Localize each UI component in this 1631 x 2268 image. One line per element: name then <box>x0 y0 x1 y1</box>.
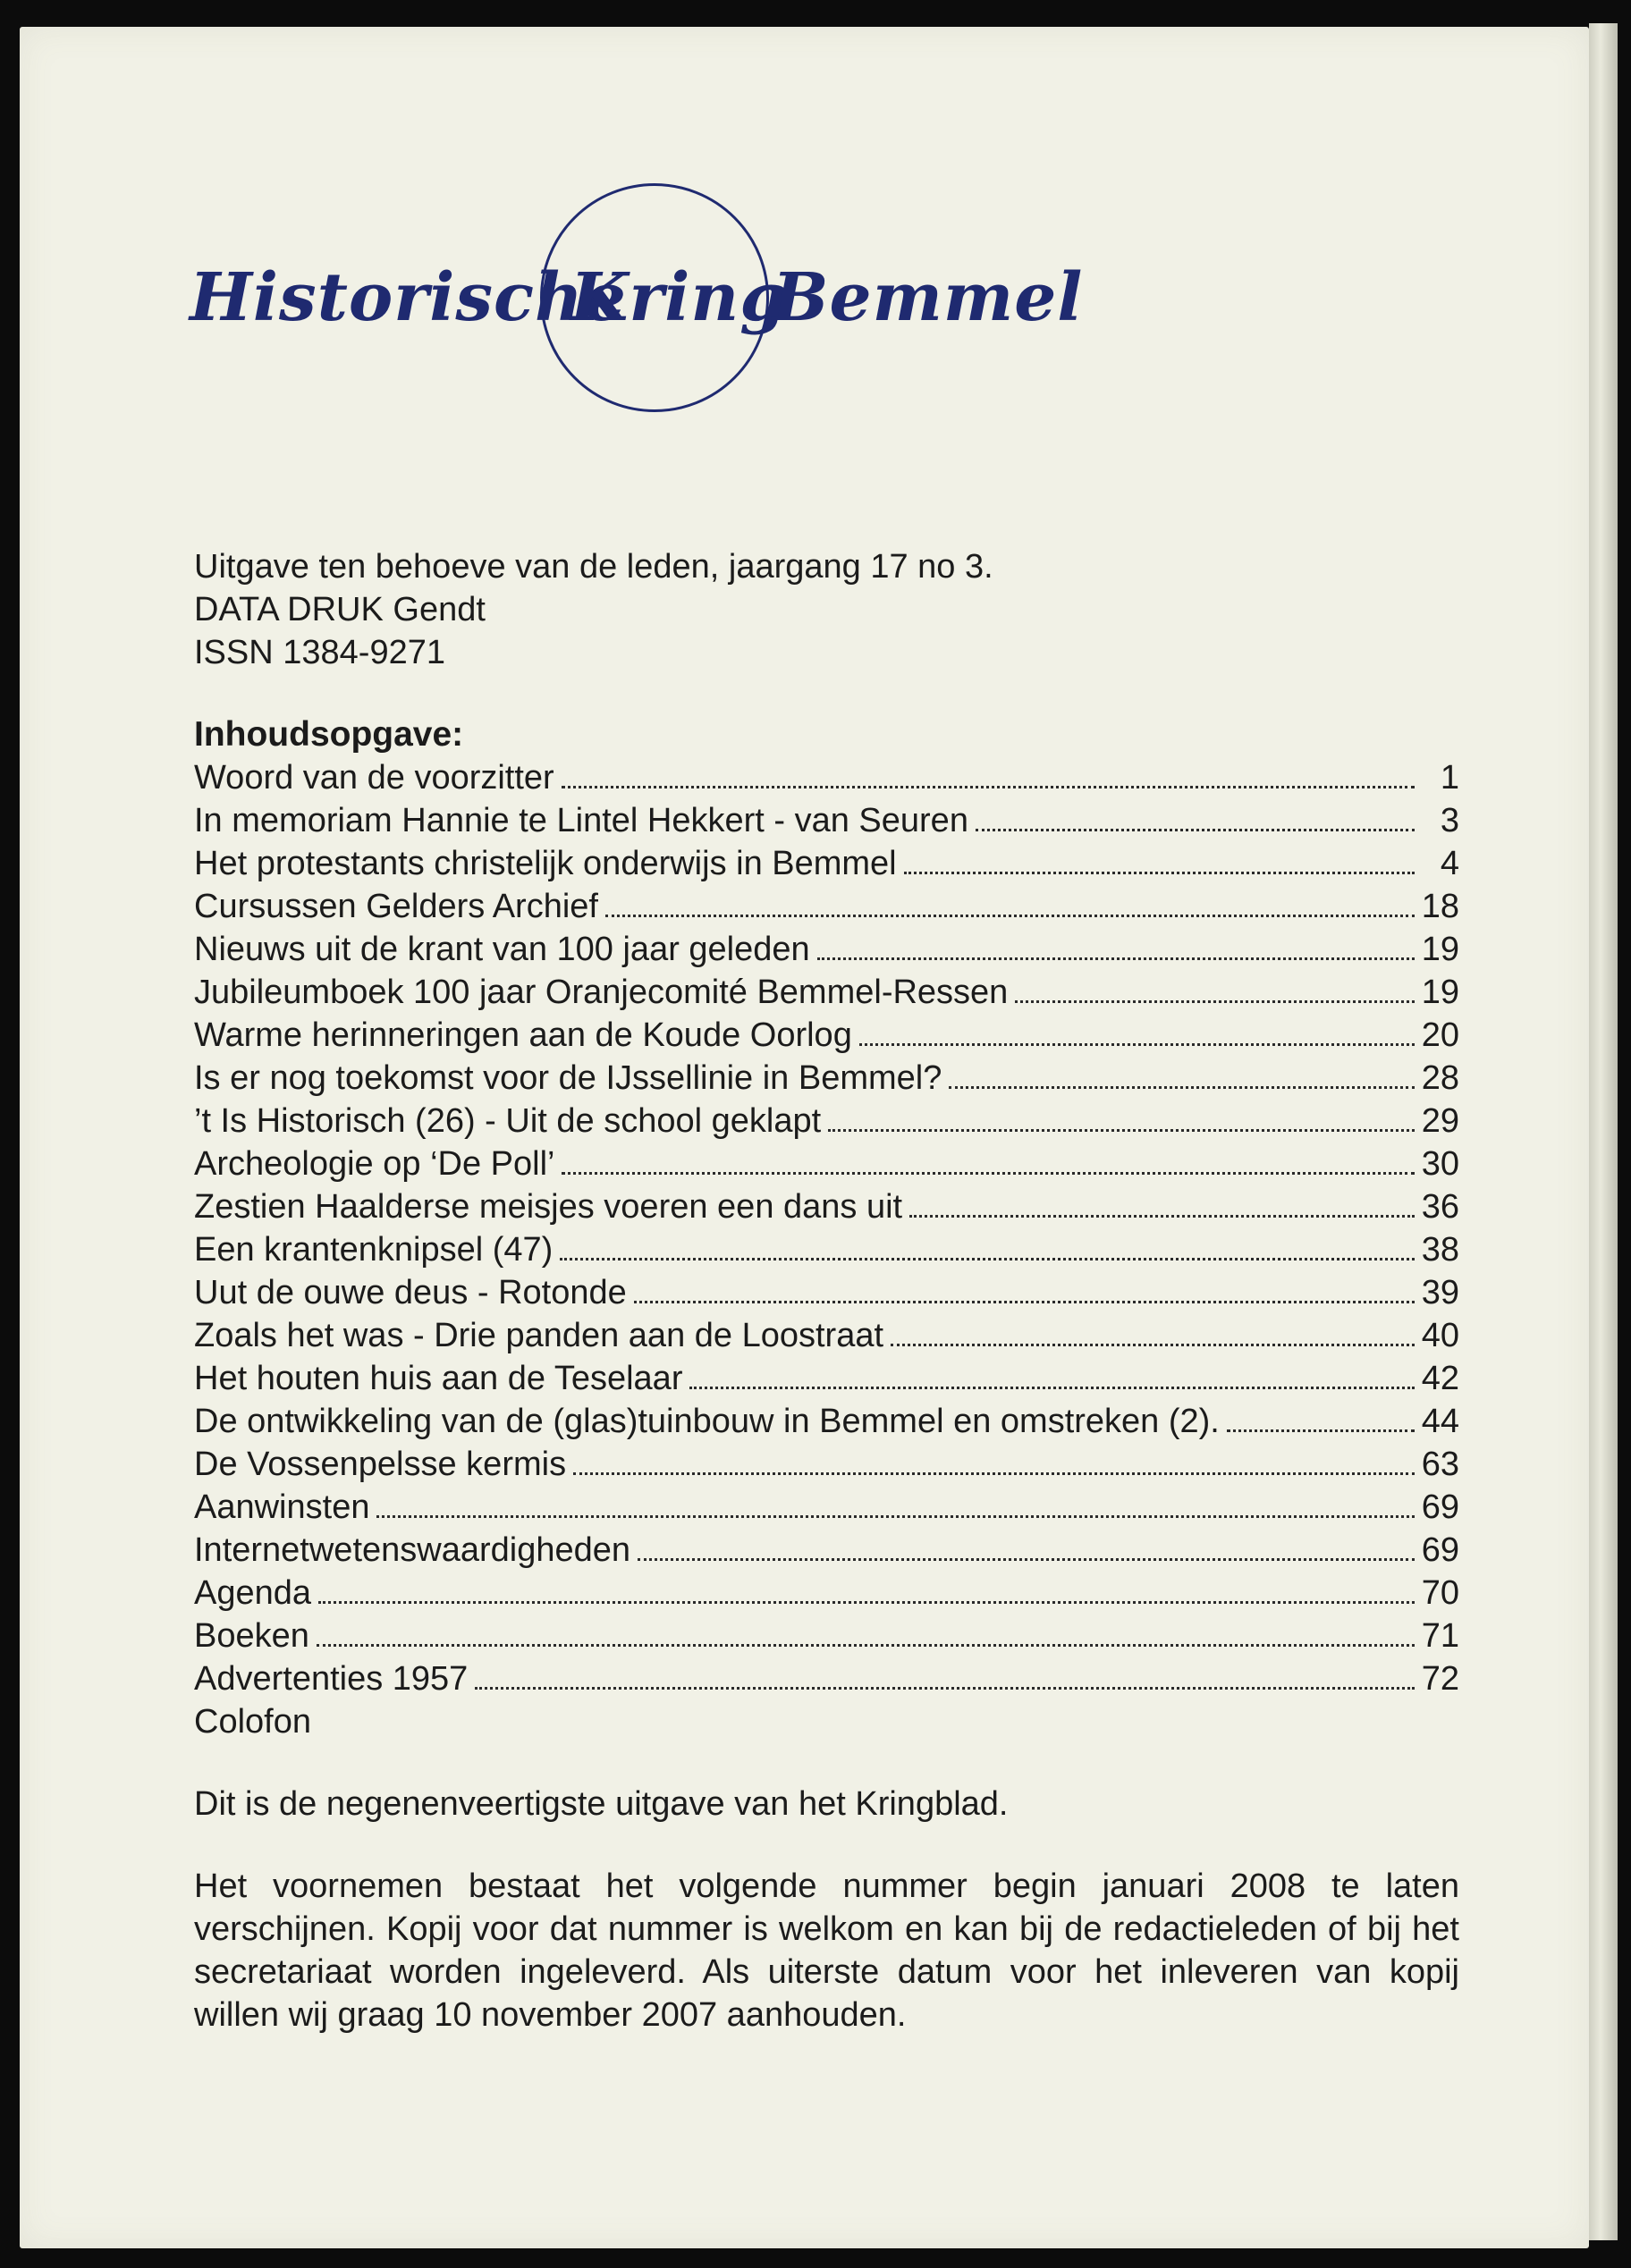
toc-dot-leader <box>904 872 1415 874</box>
toc-list <box>194 756 1459 1743</box>
toc-item-page: 40 <box>1421 1317 1459 1354</box>
toc-item-title: Zestien Haalderse meisjes voeren een dans uit <box>194 1188 903 1226</box>
page-edge-right <box>1589 23 1618 2240</box>
toc-item <box>194 1400 1459 1443</box>
toc-item-title: ’t Is Historisch (26) - Uit de school geklapt <box>194 1102 822 1140</box>
toc-item-page: 42 <box>1421 1360 1459 1397</box>
toc-item-title: De Vossenpelsse kermis <box>194 1446 567 1483</box>
toc-item <box>194 1228 1459 1271</box>
toc-item <box>194 1529 1459 1572</box>
toc-item <box>194 1314 1459 1357</box>
toc-item <box>194 1615 1459 1657</box>
toc-item-page: 28 <box>1421 1059 1459 1097</box>
page-content <box>194 545 1459 2036</box>
toc-dot-leader <box>859 1043 1415 1046</box>
toc-item-page: 70 <box>1421 1574 1459 1612</box>
toc-dot-leader <box>562 1172 1415 1175</box>
toc-dot-leader <box>317 1644 1415 1647</box>
toc-dot-leader <box>689 1387 1415 1389</box>
toc-dot-leader <box>562 786 1415 788</box>
toc-dot-leader <box>891 1344 1415 1346</box>
toc-item-title: Advertenties 1957 <box>194 1660 469 1698</box>
toc-dot-leader <box>909 1215 1415 1218</box>
toc-item-page: 3 <box>1440 802 1459 839</box>
toc-item <box>194 1657 1459 1700</box>
toc-dot-leader <box>638 1558 1415 1561</box>
toc-item-title: Het protestants christelijk onderwijs in Bemmel <box>194 845 897 882</box>
toc-item-title: Nieuws uit de krant van 100 jaar geleden <box>194 931 810 968</box>
toc-item-title: Archeologie op ‘De Poll’ <box>194 1145 555 1183</box>
toc-item <box>194 1700 1459 1743</box>
toc-item-title: Een krantenknipsel (47) <box>194 1231 554 1269</box>
toc-item-title: Colofon <box>194 1703 311 1741</box>
toc-dot-leader <box>573 1472 1415 1475</box>
toc-item-page: 36 <box>1421 1188 1459 1226</box>
toc-item-page: 71 <box>1421 1617 1459 1655</box>
printer-line: DATA DRUK Gendt <box>194 591 486 628</box>
toc-dot-leader <box>1015 1000 1415 1003</box>
toc-item <box>194 1142 1459 1185</box>
toc-item-page: 29 <box>1421 1102 1459 1140</box>
toc-dot-leader <box>1227 1429 1415 1432</box>
toc-item-title: Uut de ouwe deus - Rotonde <box>194 1274 627 1311</box>
toc-item <box>194 842 1459 885</box>
toc-item <box>194 1357 1459 1400</box>
edition-paragraph: Dit is de negenenveertigste uitgave van het Kringblad. <box>194 1785 1009 1823</box>
toc-item-page: 69 <box>1421 1531 1459 1569</box>
toc-item <box>194 1572 1459 1615</box>
toc-item <box>194 1100 1459 1142</box>
toc-item-page: 39 <box>1421 1274 1459 1311</box>
toc-item <box>194 928 1459 971</box>
toc-item <box>194 799 1459 842</box>
toc-item-page: 38 <box>1421 1231 1459 1269</box>
toc-dot-leader <box>828 1129 1415 1132</box>
toc-dot-leader <box>976 829 1415 831</box>
toc-item-title: Aanwinsten <box>194 1488 370 1526</box>
toc-item-page: 44 <box>1421 1403 1459 1440</box>
masthead-logo <box>190 183 1084 420</box>
toc-item <box>194 885 1459 928</box>
publication-line: Uitgave ten behoeve van de leden, jaargang 17 no 3. <box>194 548 993 586</box>
toc-item <box>194 756 1459 799</box>
toc-item <box>194 1486 1459 1529</box>
toc-dot-leader <box>605 915 1415 917</box>
toc-item-page: 30 <box>1421 1145 1459 1183</box>
toc-item-page: 19 <box>1421 931 1459 968</box>
toc-dot-leader <box>949 1086 1415 1089</box>
toc-item <box>194 1443 1459 1486</box>
toc-dot-leader <box>376 1515 1415 1518</box>
toc-item-title: Jubileumboek 100 jaar Oranjecomité Bemmel-Ressen <box>194 974 1009 1011</box>
toc-item-title: In memoriam Hannie te Lintel Hekkert - van Seuren <box>194 802 968 839</box>
toc-item-page: 19 <box>1421 974 1459 1011</box>
toc-item-title: Agenda <box>194 1574 312 1612</box>
toc-item-page: 18 <box>1421 888 1459 925</box>
toc-item-title: Woord van de voorzitter <box>194 759 554 797</box>
toc-item-page: 20 <box>1421 1016 1459 1054</box>
toc-item-title: Cursussen Gelders Archief <box>194 888 598 925</box>
toc-dot-leader <box>817 957 1415 960</box>
toc-dot-leader <box>634 1301 1415 1303</box>
toc-dot-leader <box>560 1258 1415 1260</box>
masthead-word-left: Historische <box>190 259 627 336</box>
toc-dot-leader <box>475 1687 1415 1690</box>
toc-item-title: Internetwetenswaardigheden <box>194 1531 631 1569</box>
toc-dot-leader <box>318 1601 1415 1604</box>
toc-item-title: Warme herinneringen aan de Koude Oorlog <box>194 1016 852 1054</box>
next-issue-paragraph: Het voornemen bestaat het volgende nummer begin januari 2008 te laten verschijnen. Kopij voor dat nummer is welkom en kan bij de redactieleden of bij het secretariaat worden ingeleverd. Als uiterste datum voor het inleveren van kopij willen wij graag 10 november 2007 aanhouden. <box>194 1868 1459 2034</box>
toc-item-page: 69 <box>1421 1488 1459 1526</box>
toc-item <box>194 1057 1459 1100</box>
toc-item-page: 63 <box>1421 1446 1459 1483</box>
toc-item <box>194 1014 1459 1057</box>
toc-item-title: Zoals het was - Drie panden aan de Loostraat <box>194 1317 884 1354</box>
toc-item <box>194 1271 1459 1314</box>
toc-item-page: 4 <box>1440 845 1459 882</box>
issn-line: ISSN 1384-9271 <box>194 634 445 671</box>
toc-item-page: 1 <box>1440 759 1459 797</box>
toc-item <box>194 1185 1459 1228</box>
toc-item-title: Het houten huis aan de Teselaar <box>194 1360 683 1397</box>
toc-title: Inhoudsopgave: <box>194 715 464 754</box>
masthead-word-center: Kring <box>570 259 787 336</box>
toc-item-title: De ontwikkeling van de (glas)tuinbouw in Bemmel en omstreken (2). <box>194 1403 1220 1440</box>
toc-item-title: Is er nog toekomst voor de IJssellinie in Bemmel? <box>194 1059 942 1097</box>
toc-item-page: 72 <box>1421 1660 1459 1698</box>
toc-item-title: Boeken <box>194 1617 309 1655</box>
toc-item <box>194 971 1459 1014</box>
masthead-word-right: Bemmel <box>773 259 1084 336</box>
